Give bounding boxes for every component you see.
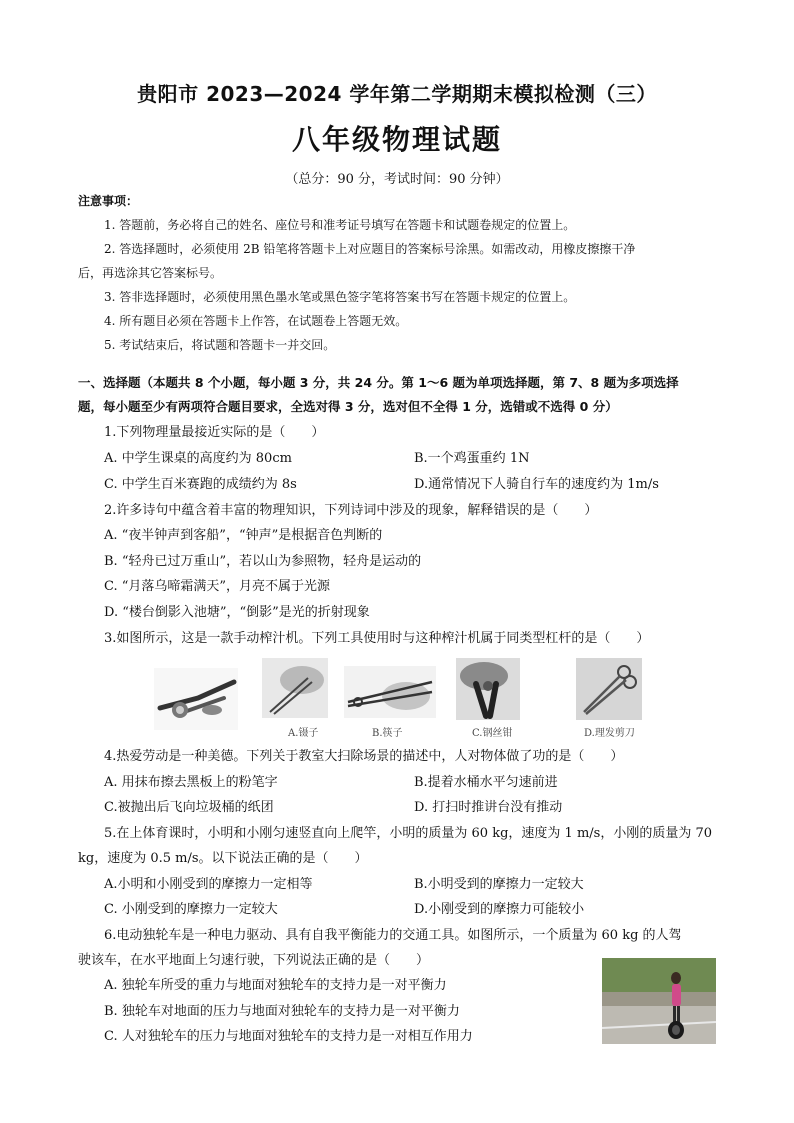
q4-option-b: B.提着水桶水平匀速前进	[414, 775, 558, 790]
q1-option-b: B.一个鸡蛋重约 1N	[414, 451, 530, 466]
q6-option-a: A. 独轮车所受的重力与地面对独轮车的支持力是一对平衡力	[104, 978, 447, 993]
q5-option-b: B.小明受到的摩擦力一定较大	[414, 877, 584, 892]
q2-option-d: D. “楼台倒影入池塘”，“倒影”是光的折射现象	[104, 605, 370, 620]
question-2-stem: 2.许多诗句中蕴含着丰富的物理知识，下列诗词中涉及的现象，解释错误的是（ ）	[104, 503, 598, 518]
q1-option-d: D.通常情况下人骑自行车的速度约为 1m/s	[414, 477, 659, 492]
hair-scissors-photo	[576, 658, 642, 720]
q5-option-c: C. 小刚受到的摩擦力一定较大	[104, 902, 278, 917]
juicer-photo	[154, 668, 238, 730]
pliers-photo	[456, 658, 520, 720]
question-1-stem: 1.下列物理量最接近实际的是（ ）	[104, 425, 325, 440]
note-item: 1. 答题前，务必将自己的姓名、座位号和准考证号填写在答题卡和试题卷规定的位置上。	[104, 218, 576, 232]
q2-option-c: C. “月落乌啼霜满天”，月亮不属于光源	[104, 579, 331, 594]
note-item: 2. 答选择题时，必须使用 2B 铅笔将答题卡上对应题目的答案标号涂黑。如需改动，用橡皮擦擦干净	[104, 242, 636, 256]
question-6-stem: 6.电动独轮车是一种电力驱动、具有自我平衡能力的交通工具。如图所示，一个质量为 60 kg 的人驾	[104, 928, 682, 943]
note-item: 3. 答非选择题时，必须使用黑色墨水笔或黑色签字笔将答案书写在答题卡规定的位置上。	[104, 290, 576, 304]
q4-option-a: A. 用抹布擦去黑板上的粉笔字	[104, 775, 278, 790]
chopsticks-photo	[344, 666, 436, 718]
electric-unicycle-photo	[602, 958, 716, 1044]
note-item: 5. 考试结束后，将试题和答题卡一并交回。	[104, 338, 336, 352]
q2-option-a: A. “夜半钟声到客船”，“钟声”是根据音色判断的	[104, 528, 383, 543]
exam-subject-title: 八年级物理试题	[291, 123, 502, 156]
question-4-stem: 4.热爱劳动是一种美德。下列关于教室大扫除场景的描述中，人对物体做了功的是（ ）	[104, 749, 624, 764]
q3-caption-c: C.钢丝钳	[472, 728, 513, 739]
notes-heading: 注意事项：	[78, 194, 139, 208]
q5-option-d: D.小刚受到的摩擦力可能较小	[414, 902, 585, 917]
q4-option-c: C.被抛出后飞向垃圾桶的纸团	[104, 800, 274, 815]
section-heading-cont: 题，每小题至少有两项符合题目要求，全选对得 3 分，选对但不全得 1 分，选错或不选得 0 分）	[78, 399, 618, 414]
q3-caption-a: A.镊子	[288, 728, 319, 739]
question-5-stem-cont: kg，速度为 0.5 m/s。以下说法正确的是（ ）	[78, 851, 368, 866]
note-item: 4. 所有题目必须在答题卡上作答，在试题卷上答题无效。	[104, 314, 408, 328]
q3-caption-b: B.筷子	[372, 728, 403, 739]
section-heading: 一、选择题（本题共 8 个小题，每小题 3 分，共 24 分。第 1～6 题为单项选择题，第 7、8 题为多项选择	[78, 375, 679, 390]
q5-option-a: A.小明和小刚受到的摩擦力一定相等	[104, 877, 313, 892]
q1-option-c: C. 中学生百米赛跑的成绩约为 8s	[104, 477, 297, 492]
exam-info: （总分：90 分，考试时间：90 分钟）	[285, 172, 509, 187]
exam-title: 贵阳市 2023—2024 学年第二学期期末模拟检测（三）	[137, 82, 657, 106]
note-item: 后，再选涂其它答案标号。	[78, 266, 223, 280]
question-5-stem: 5.在上体育课时，小明和小刚匀速竖直向上爬竿，小明的质量为 60 kg，速度为 1 m/s，小刚的质量为 70	[104, 826, 712, 841]
q1-option-a: A. 中学生课桌的高度约为 80cm	[104, 451, 292, 466]
question-3-stem: 3.如图所示，这是一款手动榨汁机。下列工具使用时与这种榨汁机属于同类型杠杆的是（ ）	[104, 631, 650, 646]
q3-caption-d: D.理发剪刀	[584, 728, 635, 739]
question-6-stem-cont: 驶该车，在水平地面上匀速行驶，下列说法正确的是（ ）	[78, 953, 430, 968]
tweezers-photo	[262, 658, 328, 718]
q6-option-b: B. 独轮车对地面的压力与地面对独轮车的支持力是一对平衡力	[104, 1004, 460, 1019]
q6-option-c: C. 人对独轮车的压力与地面对独轮车的支持力是一对相互作用力	[104, 1029, 473, 1044]
q4-option-d: D. 打扫时推讲台没有推动	[414, 800, 563, 815]
q2-option-b: B. “轻舟已过万重山”，若以山为参照物，轻舟是运动的	[104, 554, 422, 569]
